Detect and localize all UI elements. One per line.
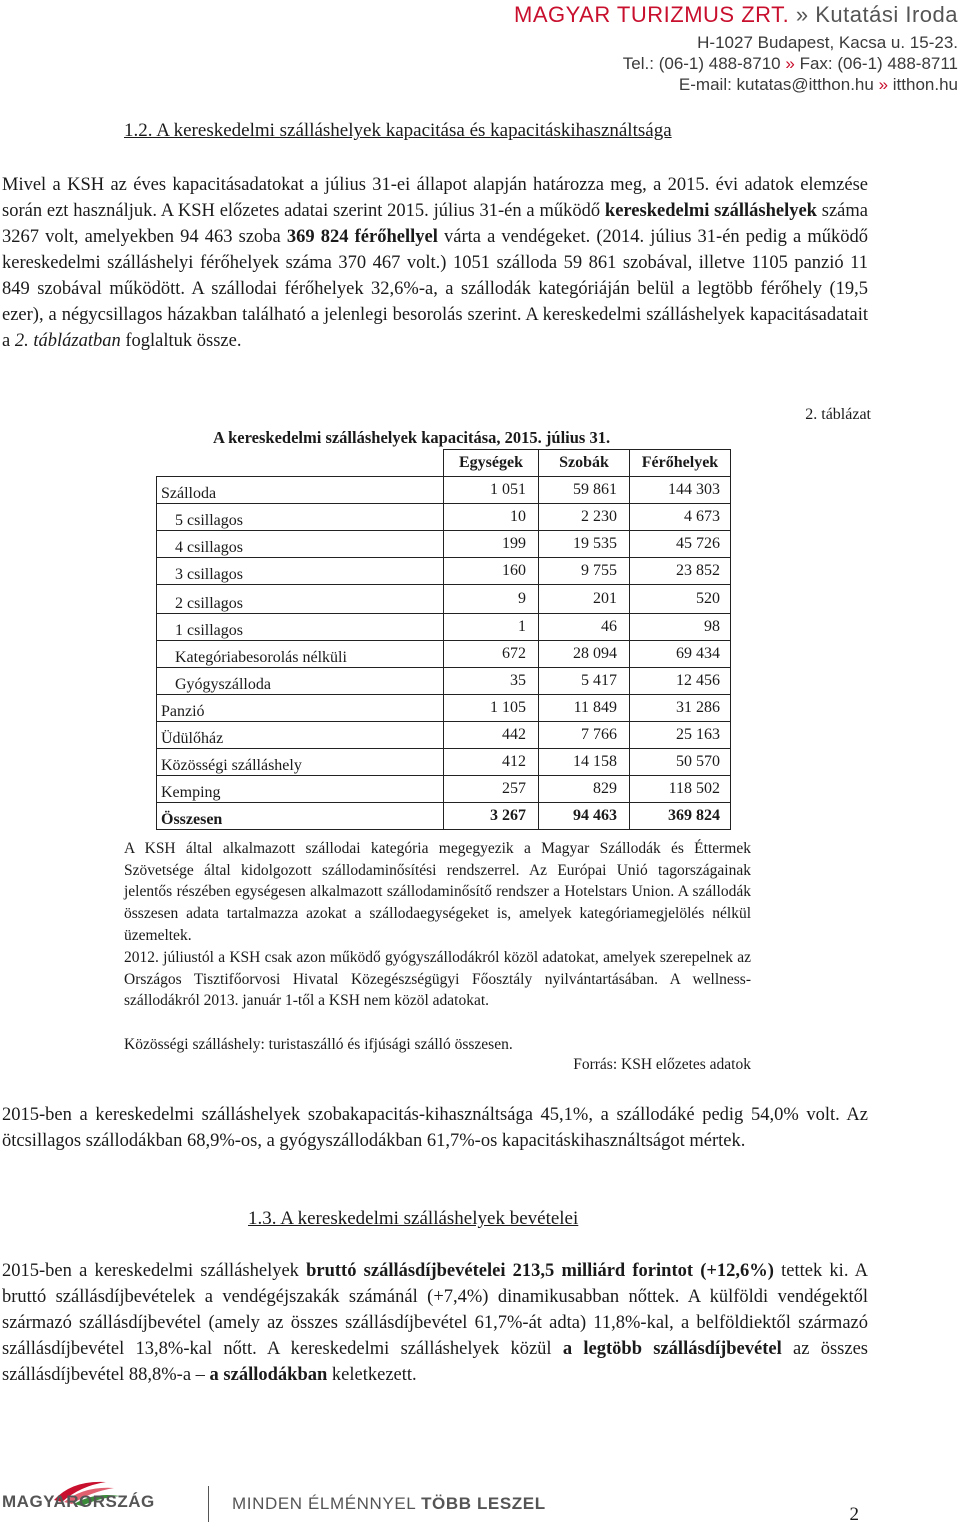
table-note: 2012. júliustól a KSH csak azon működő gyógyszállodákról közöl adatokat, amelyek szerepelnek az Országos Tisztifőorvosi Hivatal Közegészségügyi Főosztály nyilvántartásában. A wellness-szállodákról 2013. január 1-től a KSH nem közöl adatokat. bbox=[124, 949, 751, 1010]
table-label: 2. táblázat bbox=[805, 406, 871, 423]
cell-beds: 23 852 bbox=[630, 558, 731, 585]
cell-beds: 520 bbox=[630, 585, 731, 614]
row-label: Kategóriabesorolás nélküli bbox=[157, 641, 444, 668]
cell-units: 3 267 bbox=[444, 803, 539, 830]
cell-rooms: 11 849 bbox=[539, 695, 630, 722]
phone-text: Tel.: (06-1) 488-8710 bbox=[622, 54, 781, 73]
cell-rooms: 59 861 bbox=[539, 477, 630, 504]
table-row bbox=[157, 504, 731, 531]
cell-units: 672 bbox=[444, 641, 539, 668]
table-row bbox=[157, 749, 731, 776]
table-source: Forrás: KSH előzetes adatok bbox=[573, 1056, 751, 1073]
cell-units: 1 051 bbox=[444, 477, 539, 504]
arrow-glyph: » bbox=[785, 54, 795, 73]
fax-text: Fax: (06-1) 488-8711 bbox=[799, 54, 958, 73]
row-label: 3 csillagos bbox=[157, 558, 444, 585]
table-row bbox=[157, 614, 731, 641]
row-label: 2 csillagos bbox=[157, 585, 444, 614]
row-label: Gyógyszálloda bbox=[157, 668, 444, 695]
table-title: A kereskedelmi szálláshelyek kapacitása, 2015. július 31. bbox=[213, 428, 611, 447]
table-header-row bbox=[157, 450, 731, 477]
cell-beds: 4 673 bbox=[630, 504, 731, 531]
cell-units: 442 bbox=[444, 722, 539, 749]
row-label: Üdülőház bbox=[157, 722, 444, 749]
email-link[interactable]: E-mail: kutatas@itthon.hu bbox=[678, 75, 874, 94]
arrow-glyph: » bbox=[878, 75, 889, 94]
footer-brand: MAGYARORSZÁG bbox=[2, 1492, 155, 1511]
cell-rooms: 2 230 bbox=[539, 504, 630, 531]
slogan-part-a: MINDEN ÉLMÉNNYEL bbox=[232, 1494, 416, 1513]
cell-units: 199 bbox=[444, 531, 539, 558]
cell-rooms: 14 158 bbox=[539, 749, 630, 776]
row-label: Összesen bbox=[157, 803, 444, 830]
slogan-part-b: TÖBB LESZEL bbox=[421, 1494, 546, 1513]
footer-slogan bbox=[232, 1494, 546, 1514]
cell-units: 160 bbox=[444, 558, 539, 585]
table-row bbox=[157, 722, 731, 749]
cell-beds: 118 502 bbox=[630, 776, 731, 803]
table-row bbox=[157, 531, 731, 558]
intro-paragraph: Mivel a KSH az éves kapacitásadatokat a július 31-ei állapot alapján határozza meg, a 2015. évi adatok elemzése során ezt használjuk. A KSH előzetes adatai szerint 2015. július 31-én a működő kereskedelmi szálláshelyek száma 3267 volt, amelyekben 94 463 szoba 369 824 férőhellyel várta a vendégeket. (2014. július 31-én pedig a működő kereskedelmi szálláshelyi férőhelyek száma 370 467 volt.) 1051 szálloda 59 861 szobával, illetve 1105 panzió 11 849 szobával működött. A szállodai férőhelyek 32,6%-a, a szállodák kategóriáján belül a legtöbb férőhely (19,5 ezer), a négycsillagos házakban található a jelenlegi besorolás szerint. A kereskedelmi szálláshelyek kapacitásadatait a 2. táblázatban foglaltuk össze. bbox=[2, 175, 868, 351]
row-label: Panzió bbox=[157, 695, 444, 722]
page-number: 2 bbox=[849, 1504, 859, 1525]
cell-beds: 12 456 bbox=[630, 668, 731, 695]
cell-beds: 45 726 bbox=[630, 531, 731, 558]
table-row bbox=[157, 776, 731, 803]
col-header-rooms: Szobák bbox=[539, 450, 630, 477]
cell-units: 9 bbox=[444, 585, 539, 614]
cell-units: 35 bbox=[444, 668, 539, 695]
header-org-line bbox=[514, 2, 958, 28]
table-row bbox=[157, 558, 731, 585]
cell-rooms: 9 755 bbox=[539, 558, 630, 585]
row-label: 4 csillagos bbox=[157, 531, 444, 558]
cell-units: 257 bbox=[444, 776, 539, 803]
header-contact bbox=[623, 54, 958, 74]
cell-beds: 69 434 bbox=[630, 641, 731, 668]
section-title-1-3: 1.3. A kereskedelmi szálláshelyek bevételei bbox=[248, 1208, 579, 1229]
web-link[interactable]: itthon.hu bbox=[892, 75, 958, 94]
dept-name: Kutatási Iroda bbox=[815, 2, 958, 27]
arrow-glyph: » bbox=[795, 2, 809, 27]
row-label: Közösségi szálláshely bbox=[157, 749, 444, 776]
cell-beds: 31 286 bbox=[630, 695, 731, 722]
cell-beds: 50 570 bbox=[630, 749, 731, 776]
revenue-paragraph: 2015-ben a kereskedelmi szálláshelyek bruttó szállásdíjbevételei 213,5 milliárd forintot (+12,6%) tettek ki. A bruttó szállásdíjbevételek a vendégéjszakák számánál (+7,4%) dinamikusabban nőttek. A külföldi vendégektől származó szállásdíjbevétel (amely az összes szállásdíjbevétel 61,7%-át adta) 11,8%-kal, a belföldiektől származó szállásdíjbevétel 13,8%-kal nőtt. A kereskedelmi szálláshelyek közül a legtöbb szállásdíjbevétel az összes szállásdíjbevétel 88,8%-a – a szállodákban keletkezett. bbox=[2, 1261, 868, 1385]
table-row bbox=[157, 641, 731, 668]
section-title-1-2: 1.2. A kereskedelmi szálláshelyek kapacitása és kapacitáskihasználtsága bbox=[124, 120, 672, 141]
table-row bbox=[157, 695, 731, 722]
cell-beds: 25 163 bbox=[630, 722, 731, 749]
cell-rooms: 46 bbox=[539, 614, 630, 641]
cell-rooms: 5 417 bbox=[539, 668, 630, 695]
col-header-units: Egységek bbox=[444, 450, 539, 477]
cell-beds: 369 824 bbox=[630, 803, 731, 830]
row-label: 1 csillagos bbox=[157, 614, 444, 641]
capacity-table bbox=[156, 449, 731, 830]
row-label: Szálloda bbox=[157, 477, 444, 504]
cell-rooms: 28 094 bbox=[539, 641, 630, 668]
header-address: H-1027 Budapest, Kacsa u. 15-23. bbox=[697, 33, 958, 52]
utilization-paragraph: 2015-ben a kereskedelmi szálláshelyek szobakapacitás-kihasználtsága 45,1%, a szállodáké pedig 54,0% volt. Az ötcsillagos szállodákban 68,9%-os, a gyógyszállodákban 61,7%-os kapacitáskihasználtságot mértek. bbox=[2, 1105, 868, 1151]
cell-beds: 144 303 bbox=[630, 477, 731, 504]
cell-units: 1 105 bbox=[444, 695, 539, 722]
table-note: Közösségi szálláshely: turistaszálló és ifjúsági szálló összesen. bbox=[124, 1036, 513, 1053]
cell-rooms: 94 463 bbox=[539, 803, 630, 830]
row-label: Kemping bbox=[157, 776, 444, 803]
header-email-web bbox=[679, 75, 958, 95]
row-label: 5 csillagos bbox=[157, 504, 444, 531]
header-blank bbox=[157, 450, 444, 477]
col-header-beds: Férőhelyek bbox=[630, 450, 731, 477]
cell-units: 10 bbox=[444, 504, 539, 531]
cell-units: 412 bbox=[444, 749, 539, 776]
cell-units: 1 bbox=[444, 614, 539, 641]
table-row bbox=[157, 477, 731, 504]
table-row bbox=[157, 585, 731, 614]
table-note: A KSH által alkalmazott szállodai kategória megegyezik a Magyar Szállodák és Éttermek Szövetsége által kidolgozott szállodaminősítési rendszerrel. Az Európai Unió tagországainak jelentős részében egységesen alkalmazott szállodaminősítő rendszer a Hotelstars Union. A szállodák összesen adata tartalmazza azokat a szállodaegységeket is, amelyek kategóriamegjelölés nélkül üzemeltek. bbox=[124, 840, 751, 944]
cell-beds: 98 bbox=[630, 614, 731, 641]
org-name: MAGYAR TURIZMUS ZRT. bbox=[514, 2, 790, 27]
footer-divider bbox=[208, 1486, 209, 1522]
cell-rooms: 7 766 bbox=[539, 722, 630, 749]
cell-rooms: 201 bbox=[539, 585, 630, 614]
cell-rooms: 19 535 bbox=[539, 531, 630, 558]
table-row bbox=[157, 668, 731, 695]
table-total-row bbox=[157, 803, 731, 830]
cell-rooms: 829 bbox=[539, 776, 630, 803]
